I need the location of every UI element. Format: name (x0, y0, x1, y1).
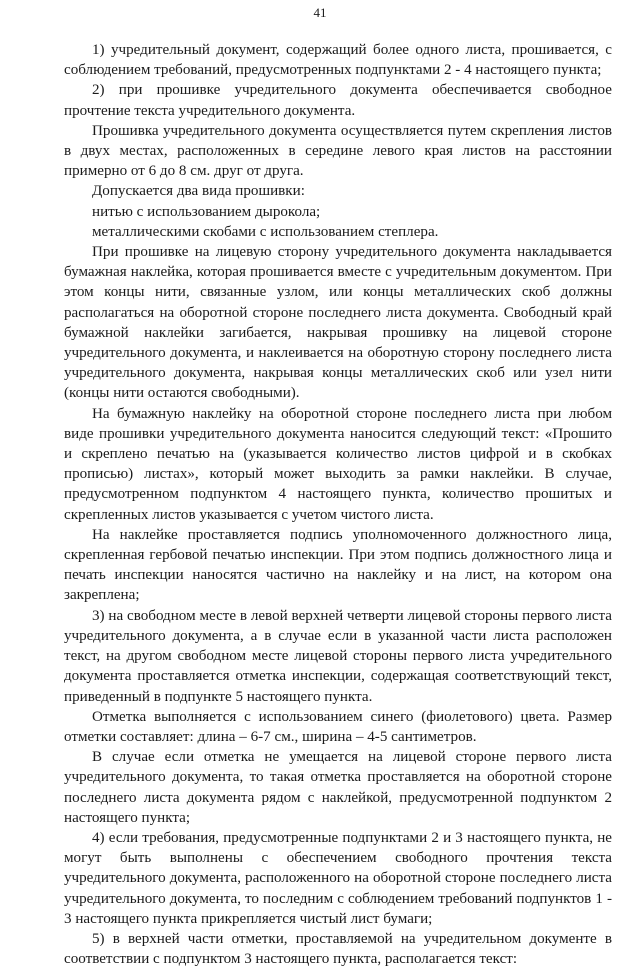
paragraph-paper-sticker: При прошивке на лицевую сторону учредительного документа накладывается бумажная наклейка, которая прошивается вместе с учредительным документом. При этом концы нити, связанные узлом, или концы металлических скоб должны располагаться на оборотной стороне последнего листа документа. Свободный край бумажной наклейки загибается, накрывая прошивку на лицевой стороне учредительного документа, и наклеивается на оборотную сторону последнего листа учредительного документа, накрывая концы металлических скоб или узел нити (концы нити остаются свободными). (64, 244, 612, 402)
paragraph-mark-placement: В случае если отметка не умещается на лицевой стороне первого листа учредительного документа, то такая отметка проставляется на оборотной стороне последнего листа документа рядом с наклейкой, предусмотренной подпунктом 2 настоящего пункта; (64, 749, 612, 826)
paragraph-staple-option: металлическими скобами с использованием степлера. (92, 223, 439, 240)
paragraph-subpoint-5: 5) в верхней части отметки, проставляемой на учредительном документе в соответствии с подпунктом 3 настоящего пункта, располагается текст: (64, 930, 612, 968)
paragraph-signature-seal: На наклейке проставляется подпись уполномоченного должностного лица, скрепленная гербовой печатью инспекции. При этом подпись должностного лица и печать инспекции наносятся частично на наклейку и на лист, на котором она закреплена; (64, 526, 612, 604)
paragraph-stitching-method: Прошивка учредительного документа осуществляется путем скрепления листов в двух местах, расположенных в середине левого края листов на расстоянии примерно от 6 до 8 см. друг от друга. (64, 122, 612, 180)
paragraph-mark-color-size: Отметка выполняется с использованием синего (фиолетового) цвета. Размер отметки составляет: длина – 6-7 см., ширина – 4-5 сантиметров. (64, 708, 612, 745)
paragraph-sticker-text: На бумажную наклейку на оборотной стороне последнего листа при любом виде прошивки учредительного документа наносится следующий текст: «Прошито и скреплено печатью на (указывается количество листов цифрой и в скобках прописью) листах», который может выходить за рамки наклейки. В случае, предусмотренном подпунктом 4 настоящего пункта, количество прошитых и скрепленных листов указывается с учетом чистого листа. (64, 405, 612, 523)
document-body (64, 40, 612, 969)
paragraph-subpoint-2: 2) при прошивке учредительного документа обеспечивается свободное прочтение текста учредительного документа. (64, 82, 612, 119)
paragraph-thread-option: нитью с использованием дырокола; (92, 203, 321, 220)
paragraph-subpoint-1: 1) учредительный документ, содержащий более одного листа, прошивается, с соблюдением требований, предусмотренных подпунктами 2 - 4 настоящего пункта; (64, 42, 612, 79)
page-number: 41 (313, 5, 327, 20)
paragraph-subpoint-4: 4) если требования, предусмотренные подпунктами 2 и 3 настоящего пункта, не могут быть выполнены с обеспечением свободного прочтения текста учредительного документа, расположенного на оборотной стороне последнего листа учредительного документа, то последним с соблюдением требований подпунктов 1 - 3 настоящего пункта прикрепляется чистый лист бумаги; (64, 829, 612, 927)
paragraph-subpoint-3: 3) на свободном месте в левой верхней четверти лицевой стороны первого листа учредительного документа, а в случае если в указанной части листа расположен текст, на другом свободном месте лицевой стороны первого листа учредительного документа проставляется отметка инспекции, содержащая соответствующий текст, приведенный в подпункте 5 настоящего пункта. (64, 607, 612, 705)
paragraph-stitching-types: Допускается два вида прошивки: (92, 183, 305, 200)
